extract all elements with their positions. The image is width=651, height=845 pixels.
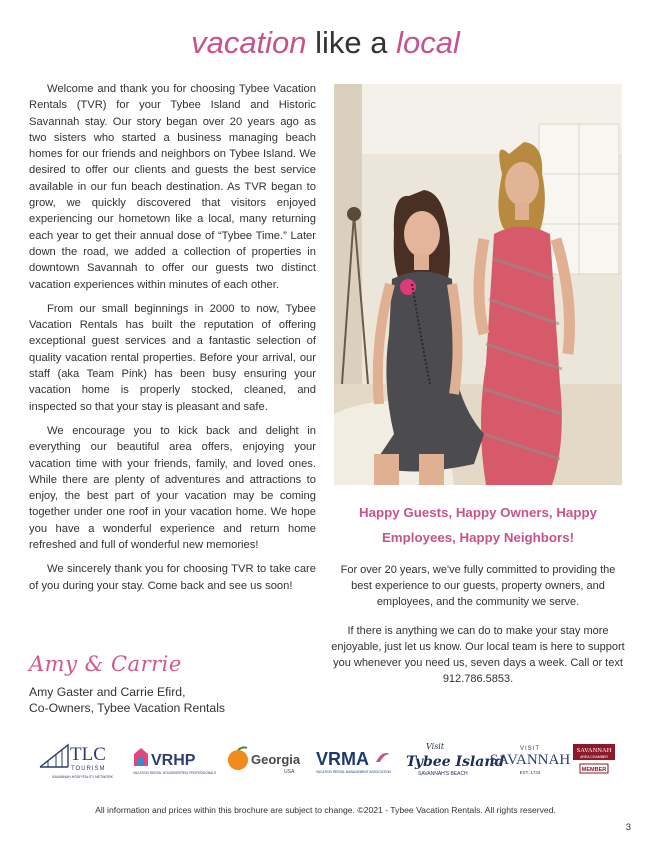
chamber-badge: MEMBER [581, 767, 607, 773]
savannah-main: SAVANNAH [489, 752, 571, 768]
signature: Amy & Carrie [29, 652, 182, 676]
happy-heading [330, 500, 626, 550]
vrma-logo [314, 735, 396, 785]
happy-heading-line2: Employees, Happy Neighbors! [381, 530, 575, 545]
chamber-sub: AREA CHAMBER [580, 755, 608, 759]
signer-names: Amy Gaster and Carrie Efird, [29, 685, 186, 699]
letter-paragraph: We sincerely thank you for choosing TVR to take care of you during your stay. Come back and see us soon! [29, 563, 316, 592]
savannah-sub: EST. 1733 [519, 770, 541, 775]
letter-paragraph: From our small beginnings in 2000 to now, Tybee Vacation Rentals has built the reputation of offering exceptional guest services and a fantastic selection of quality vacation rental properties. Before your arrival, our staff (aka Team Pink) has been busy ensuring your vacation home is properly stocked, cleaned, and inspected so that your stay is pleasant and safe. [29, 302, 316, 413]
visit-savannah-logo [489, 735, 571, 785]
georgia-sub: USA [284, 769, 295, 775]
georgia-logo [226, 735, 302, 785]
welcome-letter [29, 81, 316, 602]
tlc-sub: TOURISM [71, 766, 106, 772]
vrhp-tag: VACATION RENTAL HOUSEKEEPING PROFESSIONALS [133, 771, 217, 775]
tlc-tag: SAVANNAH HOSPITALITY NETWORK [52, 775, 114, 779]
title-like-a: like a [306, 25, 397, 60]
tlc-main: TLC [70, 744, 106, 765]
tybee-main: Tybee Island [406, 754, 505, 770]
letter-paragraph: We encourage you to kick back and delight in everything our beautiful area offers, enjoying your vacation time with your friends, family, and loved ones. While there are plenty of adventures and attractions to enjoy, the best part of your vacation may be coming together under one roof in your vacation home. We hope you have a wonderful experience and return home refreshed and full of wonderful new memories! [29, 424, 316, 552]
georgia-main: Georgia [251, 752, 301, 767]
partner-logos [38, 735, 618, 785]
visit-tybee-logo [404, 735, 505, 785]
savannah-chamber-logo [572, 735, 616, 785]
page-number: 3 [625, 822, 631, 833]
tybee-sub: SAVANNAH'S BEACH [418, 771, 468, 777]
savannah-small: VISIT [519, 746, 541, 752]
happy-heading-line1: Happy Guests, Happy Owners, Happy [359, 505, 597, 520]
title-local: local [396, 25, 460, 60]
owners-photo [334, 84, 622, 485]
vrhp-main: VRHP [151, 752, 196, 769]
vrma-tag: VACATION RENTAL MANAGEMENT ASSOCIATION [316, 770, 391, 774]
commitment-paragraph: If there is anything we can do to make your stay more enjoyable, just let us know. Our local team is here to support you whenever you need us, seven days a week. Call or text 912.786.5853. [331, 624, 625, 686]
tybee-small: Visit [426, 742, 445, 751]
vrma-main: VRMA [316, 749, 369, 769]
page-title [0, 24, 651, 62]
owners-photo-illustration [334, 84, 622, 485]
letter-paragraph: Welcome and thank you for choosing Tybee Vacation Rentals (TVR) for your Tybee Island and Historic Savannah stay. Our story began over 20 years ago as two sisters who started a business managing beach homes for our friends and neighbors on Tybee Island. We desired to offer our clients and guests the best service available in our fun beach destination. As TVR began to grow, we quickly discovered that visitors enjoyed experiencing our hometown like a local, many returning each year to get their annual dose of “Tybee Time.” Later down the road, we added a collection of properties in downtown Savannah to offer our guests two distinct vacation experiences within minutes of each other. [29, 83, 316, 291]
tlc-tourism-logo [38, 735, 116, 785]
signers [29, 685, 225, 716]
commitment-paragraph: For over 20 years, we've fully committed to providing the best experience to our guests, property owners, and employees, and the community we serve. [340, 564, 616, 609]
signer-role: Co-Owners, Tybee Vacation Rentals [29, 700, 225, 715]
vrhp-logo [130, 735, 217, 785]
footer-disclaimer: All information and prices within this brochure are subject to change. ©2021 - Tybee Vacation Rentals. All rights reserved. [95, 805, 556, 815]
chamber-main: SAVANNAH [576, 747, 612, 754]
title-vacation: vacation [191, 25, 307, 60]
commitment-text [330, 562, 626, 699]
